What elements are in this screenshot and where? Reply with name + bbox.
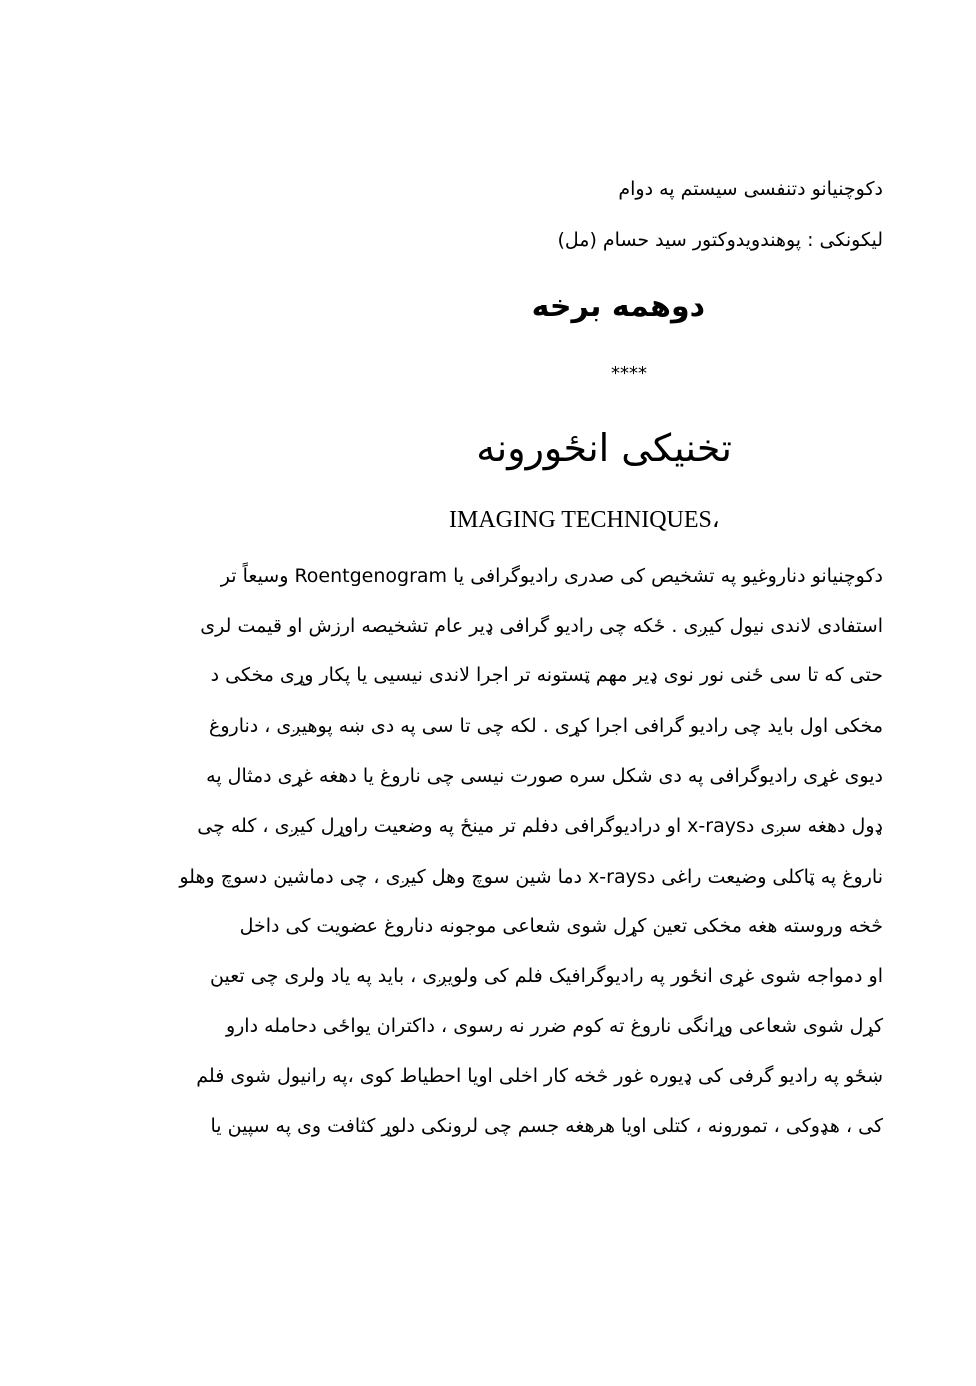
body-line: څخه وروسته هغه مخکی تعین کړل شوی شعاعی موجونه دناروغ عضویت کی داخل [239,915,883,937]
series-title: دکوچنیانو دتنفسی سیستم په دوام [618,178,883,200]
section-title-latin: IMAGING TECHNIQUES، [449,507,720,533]
page-edge [976,0,980,1386]
body-line: مخکی اول باید چی رادیو گرافی اجرا کړی . لکه چی تا سی په دی ښه پوهیږی ، دناروغ [209,715,883,737]
body-line: دیوی غړی رادیوگرافی په دی شکل سره صورت نیسی چی ناروغ یا دهغه غړی دمثال په [206,765,883,787]
body-line: ښځو په رادیو گرفی کی ډیوره غور څخه کار اخلی اویا احطیاط کوی ،په رانیول شوی فلم [196,1065,883,1087]
body-line: او دمواجه شوی غړی انځور په رادیوگرافیک فلم کی ولویږی ، باید په یاد ولری چی تعین [210,965,883,987]
body-line: ناروغ په ټاکلی وضیعت راغی دx-rays دما شین سوچ وهل کیږی ، چی دماشین دسوچ وهلو [179,866,883,888]
separator: **** [611,363,647,384]
body-line: دکوچنیانو دناروغیو په تشخیص کی صدری رادیوگرافی یا Roentgenogram وسیعاً تر [220,565,883,587]
part-title: دوهمه برخه [531,289,705,324]
section-title: تخنیکی انځورونه [476,426,732,470]
body-line: حتی که تا سی ځنی نور نوی ډیر مهم ټستونه تر اجرا لاندی نیسیی یا پکار وړی مخکی د [210,664,883,686]
body-line: کی ، هډوکی ، تمورونه ، کتلی اویا هرهغه جسم چی لرونکی دلوړ کثافت وی په سپین یا [210,1115,883,1137]
body-line: ډول دهغه سږی دx-rays او درادیوگرافی دفلم تر مینځ په وضعیت راوړل کیږی ، کله چی [197,815,883,837]
body-line: استفادی لاندی نیول کیږی . ځکه چی رادیو گرافی ډیر عام تشخیصه ارزش او قیمت لری [200,615,883,637]
author-line: لیکونکی : پوهندویدوکتور سید حسام (مل) [557,229,883,251]
body-line: کړل شوی شعاعی وړانگی ناروغ ته کوم ضرر نه رسوی ، داکتران یواځی دحامله دارو [225,1015,883,1037]
